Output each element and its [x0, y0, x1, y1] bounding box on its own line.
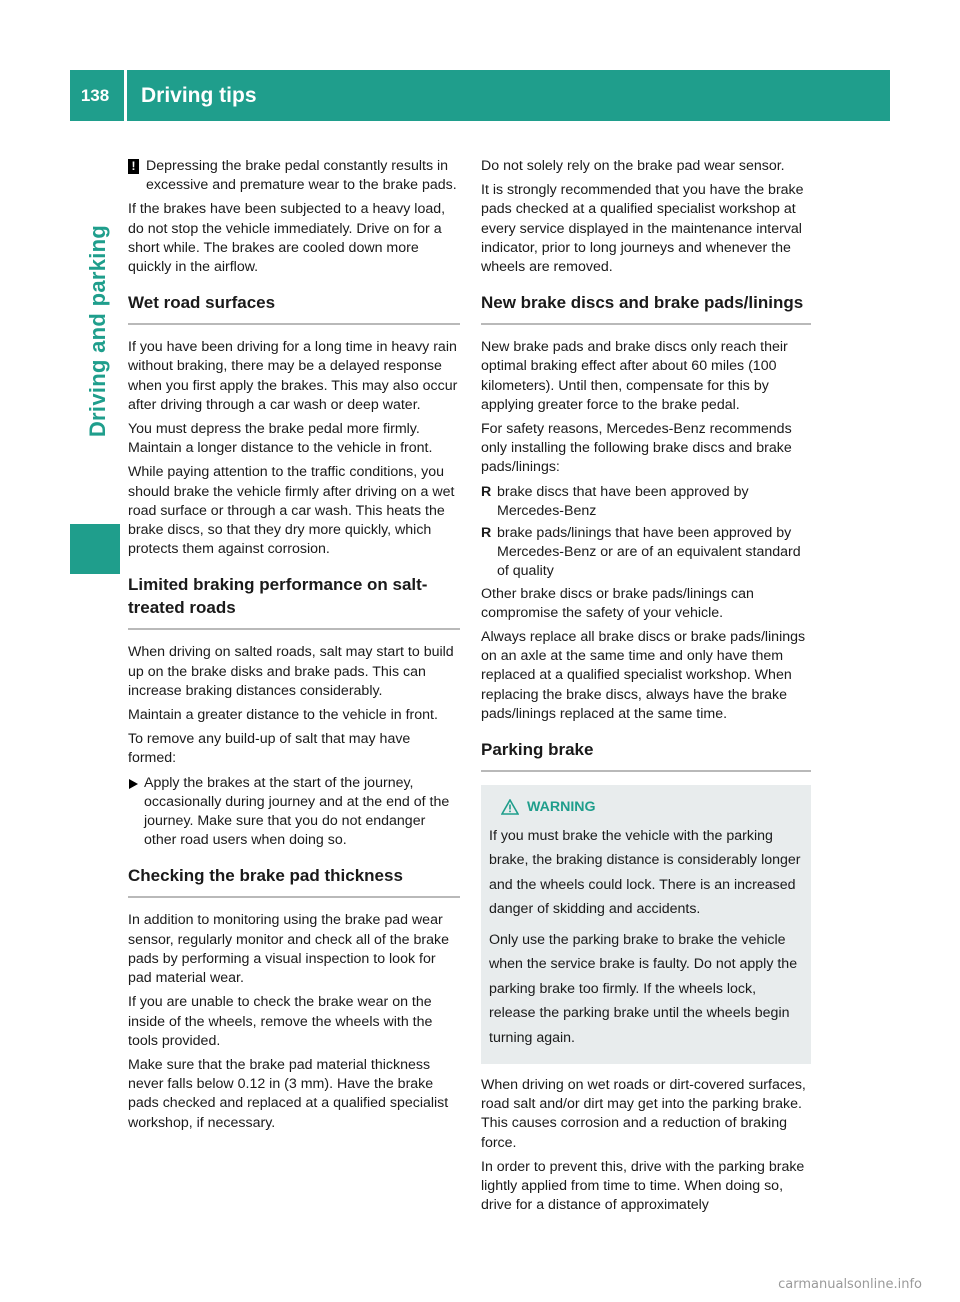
header-divider [124, 70, 127, 121]
step-text: Apply the brakes at the start of the journey, occasionally during journey and at the end of the journey. Make sure that you do not endanger other road users when doing so. [144, 774, 450, 849]
paragraph: Always replace all brake discs or brake pads/linings on an axle at the same time and only have them replaced at a qualified specialist workshop. When replacing the brake discs, always have the brake pads/linings replaced at the same time. [481, 629, 806, 722]
step-arrow-icon [129, 779, 138, 789]
paragraph: Other brake discs or brake pads/linings can compromise the safety of your vehicle. [481, 585, 754, 621]
bullet-icon: R [481, 483, 492, 500]
paragraph: It is strongly recommended that you have the brake pads checked at a qualified specialist workshop at every service displayed in the maintenance interval indicator, prior to long journeys and whenever the wheels are removed. [481, 182, 804, 276]
page-number: 138 [80, 85, 110, 105]
paragraph: In order to prevent this, drive with the parking brake lightly applied from time to time. When doing so, drive for a distance of approximately [481, 1158, 805, 1214]
paragraph: New brake pads and brake discs only reach their optimal braking effect after about 60 miles (100 kilometers). Until then, compensate for this by applying greater force to the brake pedal. [481, 339, 788, 413]
left-column [128, 157, 460, 1138]
paragraph: You must depress the brake pedal more firmly. Maintain a longer distance to the vehicle in front. [128, 421, 433, 457]
warning-triangle-icon [501, 799, 519, 815]
bullet-icon: R [481, 525, 492, 542]
exclamation-icon: ! [128, 159, 139, 174]
warning-label: WARNING [527, 799, 596, 816]
warning-title [501, 795, 803, 820]
paragraph: When driving on salted roads, salt may start to build up on the brake disks and brake pads. This can increase braking distances considerably. [128, 644, 454, 699]
section-heading-salt-roads: Limited braking performance on salt-treated roads [128, 573, 460, 630]
paragraph: To remove any build-up of salt that may have formed: [128, 731, 411, 767]
paragraph: In addition to monitoring using the brake pad wear sensor, regularly monitor and check all of the brake pads by performing a visual inspection to look for pad material wear. [128, 912, 449, 987]
warning-text: If you must brake the vehicle with the parking brake, the braking distance is considerably longer and the wheels could lock. There is an increased danger of skidding and accidents. [489, 827, 801, 918]
section-heading-wet-road: Wet road surfaces [128, 291, 460, 325]
right-column [481, 157, 811, 1221]
note-text: Depressing the brake pedal constantly results in excessive and premature wear to the brake pads. [146, 158, 457, 194]
side-section-label [66, 121, 130, 541]
warning-box [481, 785, 811, 1064]
paragraph: When driving on wet roads or dirt-covered surfaces, road salt and/or dirt may get into the parking brake. This causes corrosion and a reduction of braking force. [481, 1077, 806, 1151]
paragraph: Maintain a greater distance to the vehicle in front. [128, 707, 438, 724]
paragraph: While paying attention to the traffic conditions, you should brake the vehicle firmly after driving on a wet road surface or through a car wash. This heats the brake discs, so that they dry more quickly, which protects them against corrosion. [128, 464, 455, 558]
list-item-text: brake pads/linings that have been approved by Mercedes-Benz or are of an equivalent standard of quality [497, 525, 801, 580]
paragraph: Do not solely rely on the brake pad wear sensor. [481, 158, 785, 174]
note-block [128, 157, 460, 195]
section-heading-brake-pad-thickness: Checking the brake pad thickness [128, 864, 460, 898]
paragraph: Make sure that the brake pad material thickness never falls below 0.12 in (3 mm). Have the brake pads checked and replaced at a qualified specialist workshop, if necessary. [128, 1056, 449, 1131]
warning-text: Only use the parking brake to brake the vehicle when the service brake is faulty. Do not apply the parking brake too firmly. If the wheels lock, release the parking brake until the wheels begin turning again. [489, 931, 798, 1046]
list-item [481, 483, 811, 521]
list-item-text: brake discs that have been approved by Mercedes-Benz [497, 483, 749, 519]
chapter-title: Driving tips [141, 83, 257, 107]
section-heading-parking-brake: Parking brake [481, 738, 811, 772]
paragraph: If you are unable to check the brake wear on the inside of the wheels, remove the wheels with the tools provided. [128, 994, 433, 1049]
paragraph: If you have been driving for a long time in heavy rain without braking, there may be a delayed response when you first apply the brakes. This may also occur after driving through a car wash or deep water. [128, 339, 458, 413]
paragraph: For safety reasons, Mercedes-Benz recommends only installing the following brake discs and brake pads/linings: [481, 421, 792, 476]
paragraph: If the brakes have been subjected to a heavy load, do not stop the vehicle immediately. Drive on for a short while. The brakes are cooled down more quickly in the airflow. [128, 201, 446, 276]
side-section-label-text: Driving and parking [85, 224, 111, 438]
list-item [481, 524, 811, 582]
instruction-step [128, 774, 460, 851]
watermark: carmanualsonline.info [778, 1277, 922, 1292]
section-heading-new-brake-discs: New brake discs and brake pads/linings [481, 291, 811, 325]
side-section-marker [70, 524, 120, 574]
